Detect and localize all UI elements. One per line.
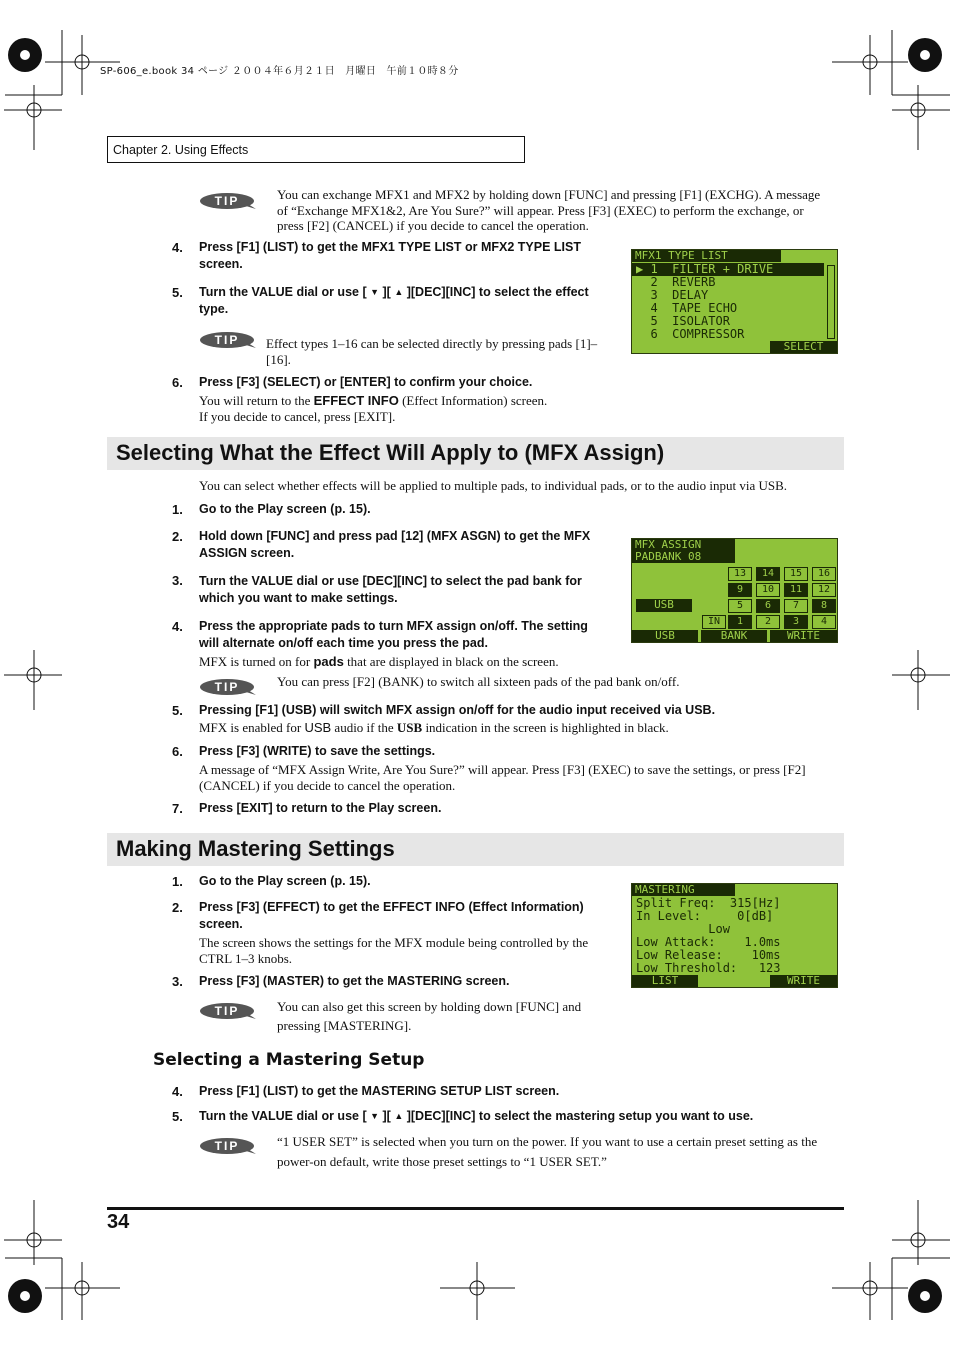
step-number: 5. — [172, 1109, 183, 1124]
lcd-type-list — [631, 249, 838, 354]
up-arrow-icon: ▲ — [394, 1111, 404, 1121]
step-body: You will return to the EFFECT INFO (Effect Information) screen. If you decide to cancel, press [EXIT]. — [199, 393, 548, 424]
step-number: 7. — [172, 801, 183, 816]
step-number: 4. — [172, 1084, 183, 1099]
lcd-item: 5 ISOLATOR — [636, 314, 730, 328]
lcd-usb-indicator: USB — [636, 599, 692, 612]
step-number: 2. — [172, 529, 183, 544]
lcd-item: 6 COMPRESSOR — [636, 327, 745, 341]
lcd-title: MFX ASSIGN — [632, 539, 735, 551]
lcd-title: MFX1 TYPE LIST — [632, 250, 781, 262]
lcd-pad: 14 — [756, 567, 780, 581]
tip-icon — [200, 1137, 256, 1155]
step-number: 1. — [172, 874, 183, 889]
lcd-pad: 2 — [756, 615, 780, 629]
step-text: Hold down [FUNC] and press pad [12] (MFX ASGN) to get the MFX ASSIGN screen. — [199, 529, 591, 560]
step-number: 4. — [172, 619, 183, 634]
step-number: 3. — [172, 573, 183, 588]
step-text: Press [F3] (WRITE) to save the settings. — [199, 744, 436, 758]
tip-text: You can exchange MFX1 and MFX2 by holding down [FUNC] and pressing [F1] (EXCHG). A message of “Exchange MFX1&2, Are You Sure?” will appear. Press [F3] (EXEC) to perform the exchange, or press [F2] (CANCEL) if you decide to cancel the operation. — [277, 187, 821, 233]
svg-text:TIP: TIP — [214, 333, 240, 347]
lcd-row: In Level: 0[dB] — [636, 909, 774, 923]
step-text: Turn the VALUE dial or use [ ▼ ][ ▲ ][DEC][INC] to select the effect type. — [199, 285, 589, 316]
lcd-pad: 11 — [784, 583, 808, 597]
page-number: 34 — [107, 1211, 130, 1233]
step-text: Press [F1] (LIST) to get the MASTERING SETUP LIST screen. — [199, 1084, 560, 1098]
step-body: A message of “MFX Assign Write, Are You Sure?” will appear. Press [F3] (EXEC) to save the settings, or press [F2] (CANCEL) if you decide to cancel the operation. — [199, 762, 806, 793]
step-text: Pressing [F1] (USB) will switch MFX assign on/off for the audio input received via USB. — [199, 703, 716, 717]
lcd-pad: 5 — [728, 599, 752, 613]
step-number: 6. — [172, 744, 183, 759]
step-number: 3. — [172, 974, 183, 989]
svg-text:TIP: TIP — [214, 1139, 240, 1153]
lcd-pad: 3 — [784, 615, 808, 629]
step-text: Press [F3] (EFFECT) to get the EFFECT INFO (Effect Information) screen. — [199, 900, 584, 931]
step-body: MFX is turned on for pads that are displayed in black on the screen. — [199, 654, 559, 669]
svg-text:TIP: TIP — [214, 194, 240, 208]
lcd-item: 4 TAPE ECHO — [636, 301, 738, 315]
section-heading: Making Mastering Settings — [107, 833, 844, 866]
lcd-item: 3 DELAY — [636, 288, 709, 302]
lcd-pad: 15 — [784, 567, 808, 581]
lcd-pad: 9 — [728, 583, 752, 597]
tip-text: You can press [F2] (BANK) to switch all sixteen pads of the pad bank on/off. — [277, 674, 680, 689]
lcd-f3-label: WRITE — [770, 630, 837, 642]
subsection-heading: Selecting a Mastering Setup — [153, 1050, 425, 1070]
lcd-scrollbar — [827, 265, 835, 339]
footer-rule — [107, 1207, 844, 1210]
step-text: Go to the Play screen (p. 15). — [199, 502, 371, 516]
lcd-row: Low Threshold: 123 — [636, 961, 781, 975]
lcd-pad: 1 — [728, 615, 752, 629]
lcd-mfx-assign — [631, 538, 838, 643]
step-text: Press the appropriate pads to turn MFX assign on/off. The setting will alternate on/off each time you press the pad. — [199, 619, 588, 650]
tip-text: “1 USER SET” is selected when you turn on the power. If you want to use a certain preset setting as the power-on default, write those preset settings to “1 USER SET.” — [277, 1134, 818, 1169]
lcd-pad: 4 — [812, 615, 836, 629]
lcd-item: 2 REVERB — [636, 275, 716, 289]
step-text: Press [F1] (LIST) to get the MFX1 TYPE LIST or MFX2 TYPE LIST screen. — [199, 240, 581, 271]
step-text: Press [EXIT] to return to the Play screen. — [199, 801, 442, 815]
tip-text: You can also get this screen by holding down [FUNC] and pressing [MASTERING]. — [277, 999, 582, 1033]
step-number: 5. — [172, 703, 183, 718]
section-intro: You can select whether effects will be applied to multiple pads, to individual pads, or to the audio input via USB. — [199, 478, 788, 493]
step-body: MFX is enabled for USB audio if the USB indication in the screen is highlighted in black. — [199, 720, 669, 735]
lcd-pad: 8 — [812, 599, 836, 613]
lcd-row: Low Attack: 1.0ms — [636, 935, 781, 949]
step-body: The screen shows the settings for the MFX module being controlled by the CTRL 1–3 knobs. — [199, 935, 589, 966]
step-number: 2. — [172, 900, 183, 915]
lcd-item-selected: ▶ 1 FILTER + DRIVE — [632, 263, 824, 276]
tip-icon — [200, 678, 256, 696]
lcd-row: Low — [636, 922, 730, 936]
step-text: Turn the VALUE dial or use [DEC][INC] to select the pad bank for which you want to make settings. — [199, 574, 582, 605]
lcd-pad: 6 — [756, 599, 780, 613]
lcd-pad: 7 — [784, 599, 808, 613]
lcd-row: Split Freq: 315[Hz] — [636, 896, 781, 910]
lcd-mastering — [631, 883, 838, 988]
step-number: 6. — [172, 375, 183, 390]
lcd-f1-label: USB — [632, 630, 698, 642]
step-text: Press [F3] (MASTER) to get the MASTERING screen. — [199, 974, 510, 988]
lcd-pad: 16 — [812, 567, 836, 581]
section-heading: Selecting What the Effect Will Apply to (MFX Assign) — [107, 437, 844, 470]
step-number: 4. — [172, 240, 183, 255]
lcd-pad: 12 — [812, 583, 836, 597]
chapter-box: Chapter 2. Using Effects — [107, 136, 525, 163]
lcd-title: MASTERING — [632, 884, 735, 896]
step-number: 1. — [172, 502, 183, 517]
step-text: Go to the Play screen (p. 15). — [199, 874, 371, 888]
lcd-in-indicator: IN — [702, 615, 726, 629]
lcd-f2-label: BANK — [701, 630, 767, 642]
lcd-row: Low Release: 10ms — [636, 948, 781, 962]
tip-icon — [200, 331, 256, 349]
down-arrow-icon: ▼ — [370, 1111, 380, 1121]
tip-icon — [200, 1002, 256, 1020]
step-number: 5. — [172, 285, 183, 300]
book-header: SP-606_e.book 34 ページ ２００４年６月２１日 月曜日 午前１０時８分 — [100, 66, 459, 77]
lcd-bank: PADBANK 08 — [632, 551, 735, 563]
lcd-f3-label: SELECT — [770, 341, 837, 353]
tip-text: Effect types 1–16 can be selected directly by pressing pads [1]–[16]. — [266, 336, 598, 367]
lcd-pad: 10 — [756, 583, 780, 597]
step-text: Turn the VALUE dial or use [ ▼ ][ ▲ ][DEC][INC] to select the mastering setup you want to use. — [199, 1109, 754, 1123]
up-arrow-icon: ▲ — [394, 287, 404, 297]
svg-text:TIP: TIP — [214, 1004, 240, 1018]
lcd-f1-label: LIST — [632, 975, 698, 987]
step-text: Press [F3] (SELECT) or [ENTER] to confirm your choice. — [199, 375, 533, 389]
svg-text:TIP: TIP — [214, 680, 240, 694]
lcd-pad: 13 — [728, 567, 752, 581]
lcd-f3-label: WRITE — [770, 975, 837, 987]
tip-icon — [200, 192, 256, 210]
down-arrow-icon: ▼ — [370, 287, 380, 297]
